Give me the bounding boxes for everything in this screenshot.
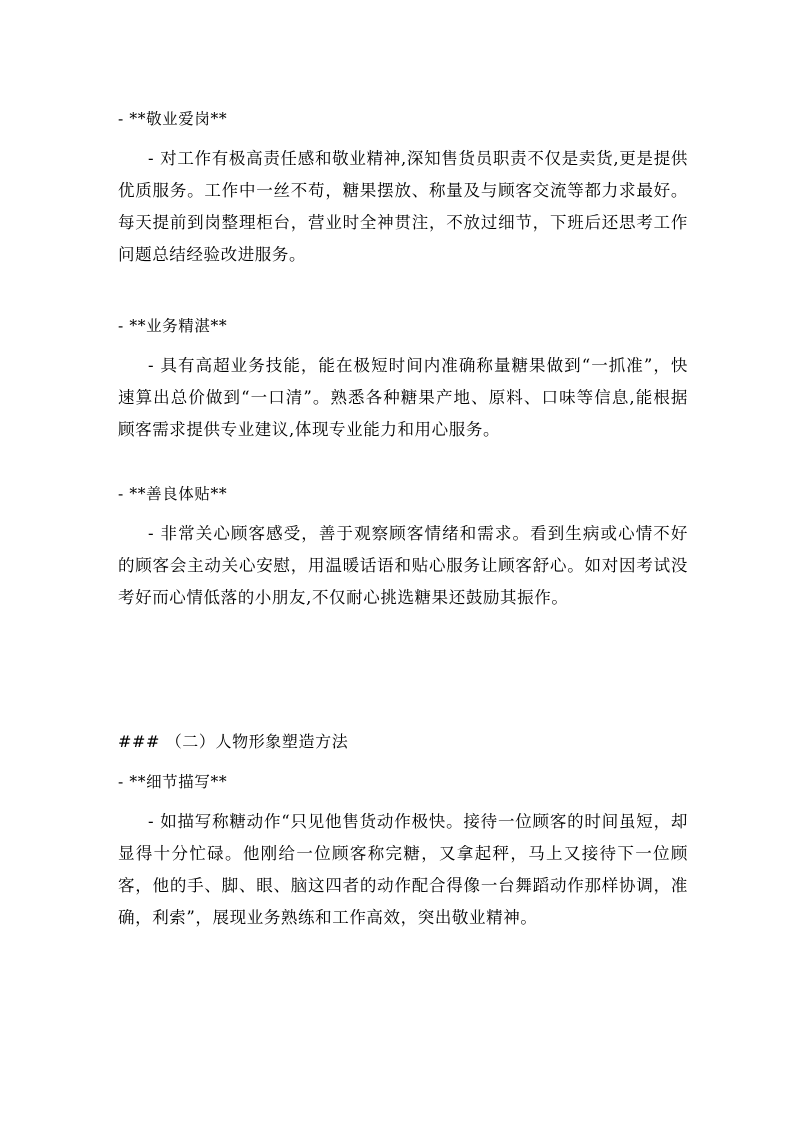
section-heading: ### （二）人物形象塑造方法 — [118, 732, 349, 751]
bullet-kindness: - **善良体贴** — [118, 485, 228, 503]
bullet-detail-description: - **细节描写** — [118, 773, 228, 791]
paragraph-expertise: - 具有高超业务技能，能在极短时间内准确称量糖果做到“一抓准”，快速算出总价做到“一口清”。熟悉各种糖果产地、原料、口味等信息,能根据顾客需求提供专业建议,体现专业能力和用心服务。 — [118, 356, 688, 439]
paragraph-detail-description: - 如描写称糖动作“只见他售货动作极快。接待一位顾客的时间虽短，却显得十分忙碌。他刚给一位顾客称完糖，又拿起秤，马上又接待下一位顾客，他的手、脚、眼、脑这四者的动作配合得像一台舞蹈动作那样协调，准确，利索”，展现业务熟练和工作高效，突出敬业精神。 — [118, 812, 688, 927]
paragraph-dedication: - 对工作有极高责任感和敬业精神,深知售货员职责不仅是卖货,更是提供优质服务。工作中一丝不苟，糖果摆放、称量及与顾客交流等都力求最好。每天提前到岗整理柜台，营业时全神贯注，不放过细节，下班后还思考工作问题总结经验改进服务。 — [118, 149, 688, 264]
paragraph-kindness: - 非常关心顾客感受，善于观察顾客情绪和需求。看到生病或心情不好的顾客会主动关心安慰，用温暖话语和贴心服务让顾客舒心。如对因考试没考好而心情低落的小朋友,不仅耐心挑选糖果还鼓励其振作。 — [118, 524, 688, 607]
bullet-expertise: - **业务精湛** — [118, 317, 228, 335]
bullet-dedication: - **敬业爱岗** — [118, 110, 228, 128]
